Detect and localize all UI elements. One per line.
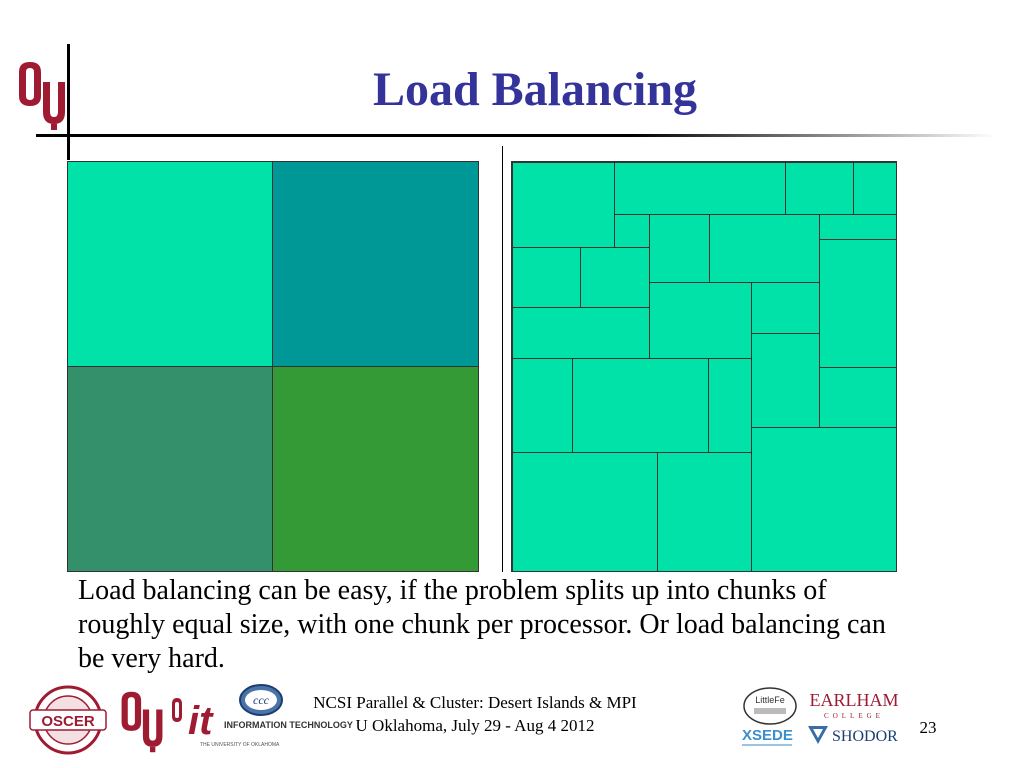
- littlefe-logo-text: LittleFe: [755, 695, 785, 705]
- ou-it-text: INFORMATION TECHNOLOGY: [224, 720, 353, 730]
- shodor-logo-text: SHODOR: [832, 728, 898, 745]
- footer-line-2: U Oklahoma, July 29 - Aug 4 2012: [355, 716, 595, 735]
- ccc-logo-text: ccc: [253, 693, 269, 707]
- quadrant-top-right: [272, 161, 479, 367]
- ou-footer-logo-icon: [118, 690, 166, 754]
- chunk: [512, 452, 658, 572]
- diagram-divider: [502, 146, 503, 572]
- footer-line-1: NCSI Parallel & Cluster: Desert Islands & MPI: [313, 693, 637, 712]
- header-vertical-rule: [67, 44, 70, 160]
- chunk: [512, 162, 615, 248]
- quadrant-bottom-right: [272, 366, 479, 572]
- chunk: [649, 214, 710, 283]
- xsede-logo-text: XSEDE: [742, 727, 793, 744]
- chunk: [614, 162, 786, 215]
- chunk: [751, 282, 820, 334]
- ou-it-subtext: THE UNIVERSITY OF OKLAHOMA: [200, 742, 280, 748]
- quadrant-bottom-left: [67, 366, 273, 572]
- chunk: [785, 162, 854, 215]
- oscer-logo-icon: [22, 684, 114, 756]
- earlham-logo-icon: [804, 690, 904, 720]
- chunk: [751, 333, 820, 428]
- chunk: [819, 367, 897, 428]
- chunk: [614, 214, 650, 249]
- ou-logo-icon: [16, 60, 68, 132]
- chunk: [819, 239, 897, 368]
- chunk: [512, 358, 573, 453]
- chunk: [512, 307, 650, 359]
- chunk: [572, 358, 709, 453]
- page-number: 23: [919, 718, 937, 737]
- oscer-logo-text: OSCER: [41, 713, 95, 730]
- earlham-logo-text: EARLHAM: [809, 690, 899, 710]
- slide-title: Load Balancing: [372, 63, 698, 116]
- ou-it-word: it: [188, 699, 213, 743]
- chunk: [708, 358, 752, 453]
- chunk: [580, 247, 650, 308]
- irregular-chunks-diagram: [511, 161, 897, 572]
- earlham-sub-text: COLLEGE: [824, 712, 884, 720]
- xsede-logo-icon: [740, 724, 808, 752]
- chunk: [819, 214, 897, 240]
- chunk: [649, 282, 752, 359]
- littlefe-logo-icon: [742, 686, 798, 726]
- quadrant-top-left: [67, 161, 273, 367]
- header-horizontal-rule: [36, 134, 996, 137]
- chunk: [512, 247, 581, 308]
- chunk: [853, 162, 897, 215]
- slide-body-text: Load balancing can be easy, if the problem splits up into chunks of roughly equal size, with one chunk per processor. Or load balancing can be very hard.: [78, 575, 886, 674]
- chunk: [657, 452, 752, 572]
- chunk: [751, 427, 897, 572]
- chunk: [709, 214, 820, 283]
- shodor-logo-icon: [806, 722, 906, 748]
